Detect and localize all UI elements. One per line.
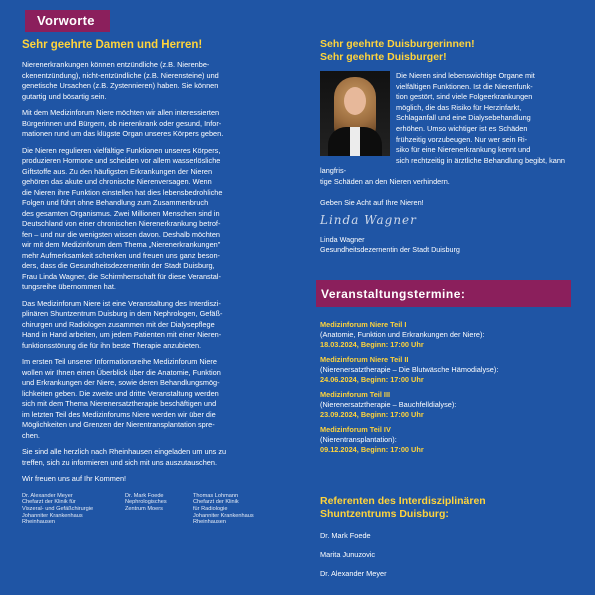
- greeting: Geben Sie Acht auf Ihre Nieren!: [320, 197, 424, 207]
- event-subtitle: (Anatomie, Funktion und Erkrankungen der Niere):: [320, 330, 485, 339]
- event-title: Medizinforum Teil III: [320, 390, 391, 399]
- event-item: [320, 320, 575, 350]
- event-item: [320, 390, 575, 420]
- event-date: 09.12.2024, Beginn: 17:00 Uhr: [320, 445, 424, 454]
- event-item: [320, 355, 575, 385]
- event-subtitle: (Nierenersatztherapie – Bauchfelldialyse):: [320, 400, 457, 409]
- event-date: 23.09.2024, Beginn: 17:00 Uhr: [320, 410, 424, 419]
- left-column: [22, 39, 280, 526]
- signature-foede: Dr. Mark Foede Nephrologisches Zentrum Moers: [125, 492, 167, 512]
- section-tab-label: Vorworte: [37, 13, 95, 28]
- event-title: Medizinforum Teil IV: [320, 425, 391, 434]
- paragraph: Sie sind alle herzlich nach Rheinhausen eingeladen um uns zu treffen, sich zu informieren und sich mit uns auszutauschen.: [22, 447, 227, 467]
- paragraph: Mit dem Medizinforum Niere möchten wir allen interessierten Bürgerinnen und Bürgern, ob nierenkrank oder gesund, Infor- mationen rund um das klügste Organ unseres Körpers geben.: [22, 108, 224, 138]
- event-date: 18.03.2024, Beginn: 17:00 Uhr: [320, 340, 424, 349]
- event-subtitle: (Nierentransplantation):: [320, 435, 397, 444]
- event-title: Medizinforum Niere Teil II: [320, 355, 409, 364]
- signature-meyer: Dr. Alexander Meyer Chefarzt der Klinik für Viszeral- und Gefäßchirurgie Johanniter Krankenhaus Rheinhausen: [22, 492, 94, 526]
- referents-heading: Referenten des Interdisziplinären Shuntzentrums Duisburg:: [320, 495, 486, 520]
- left-heading: Sehr geehrte Damen und Herren!: [22, 39, 203, 51]
- right-column: [320, 38, 575, 255]
- right-heading: Sehr geehrte Duisburgerinnen! Sehr geehrte Duisburger!: [320, 38, 475, 63]
- event-title: Medizinforum Niere Teil I: [320, 320, 407, 329]
- event-date: 24.06.2024, Beginn: 17:00 Uhr: [320, 375, 424, 384]
- signer-name: Linda Wagner Gesundheitsdezernentin der Stadt Duisburg: [320, 234, 460, 254]
- signatures: [22, 493, 280, 527]
- event-item: [320, 425, 575, 455]
- events-banner: [316, 280, 571, 307]
- events-banner-label: Veranstaltungstermine:: [321, 287, 466, 301]
- events-list: [320, 320, 575, 460]
- handwritten-signature: Linda Wagner: [320, 212, 417, 227]
- portrait-photo: [320, 71, 390, 156]
- referents: [320, 495, 575, 588]
- paragraph: Im ersten Teil unserer Informationsreihe Medizinforum Niere wollen wir Ihnen einen Überblick über die Anatomie, Funktion und Erkrankungen der Niere, sowie deren Behandlungsmög- lichkeiten geben. Die zweite und dritte Veranstaltung werden sich mit dem Thema Nierenersatztherapie beschäftigen und im letzten Teil des Medizinforums Niere werden wir über die Möglichkeiten und Grenzen der Nierentransplantation spre- chen.: [22, 357, 221, 440]
- referent-name: Dr. Mark Foede: [320, 531, 371, 540]
- paragraph: Die Nieren regulieren vielfältige Funktionen unseres Körpers, produzieren Hormone und scheiden vor allem wasserlösliche Giftstoffe aus. Zu den häufigsten Erkrankungen der Nieren gehören das akute und chronische Nierenversagen. Wenn die Nieren ihre Funktion einstellen hat dies lebensbedrohliche Folgen und führt ohne Behandlung zum Zusammenbruch des gesamten Organismus. Zwei Millionen Menschen sind in Deutschland von einer chronischen Nierenerkrankung betrof- fen – und nur die wenigsten wissen davon. Deshalb möchten wir mit dem Medizinforum dem Thema „Nierenerkrankungen" mehr Aufmerksamkeit schenken und freuen uns ganz beson- ders, dass die Gesundheitsdezernentin der Stadt Duisburg, Frau Linda Wagner, die Schirmherrschaft für diese Veranstal- tungsreihe übernommen hat.: [22, 145, 223, 291]
- paragraph: Nierenerkrankungen können entzündliche (z.B. Nierenbe- ckenentzündung), nicht-entzündliche (z.B. Nierensteine) und genetische Ursachen (z.B. Zystennieren) haben. Sie können gutartig und bösartig sein.: [22, 60, 219, 101]
- right-text: Die Nieren sind lebenswichtige Organe mit vielfältigen Funktionen. Ist die Nierenfunk- tion gestört, sind viele Folgeerkrankungen möglich, die das Risiko für Herzinfarkt, Schlaganfall und eine Dialysebehandlung erhöhen. Umso wichtiger ist es Schäden frühzeitig vorzubeugen. Nur wer sein Ri- siko für eine Nierenerkrankung kennt und sich rechtzeitig in ärztliche Behandlung begibt, kann langfris- tige Schäden an den Nieren verhindern.: [320, 71, 566, 186]
- paragraph: Das Medizinforum Niere ist eine Veranstaltung des Interdiszi- plinären Shuntzentrum Duisburg in dem Nephrologen, Gefäß- chirurgen und Radiologen zusammen mit der Dialysepflege Hand in Hand arbeiten, um jedem Patienten mit einer Nieren- funktionsstörung die für ihn beste Therapie anzubieten.: [22, 298, 223, 350]
- paragraph: Wir freuen uns auf Ihr Kommen!: [22, 474, 127, 483]
- referent-name: Marita Junuzovic: [320, 550, 376, 559]
- signature-lohmann: Thomas Lohmann Chefarzt der Klinik für Radiologie Johanniter Krankenhaus Rheinhausen: [193, 492, 254, 526]
- referent-name: Dr. Alexander Meyer: [320, 569, 387, 578]
- event-subtitle: (Nierenersatztherapie – Die Blutwäsche Hämodialyse):: [320, 365, 499, 374]
- section-tab: [25, 10, 110, 32]
